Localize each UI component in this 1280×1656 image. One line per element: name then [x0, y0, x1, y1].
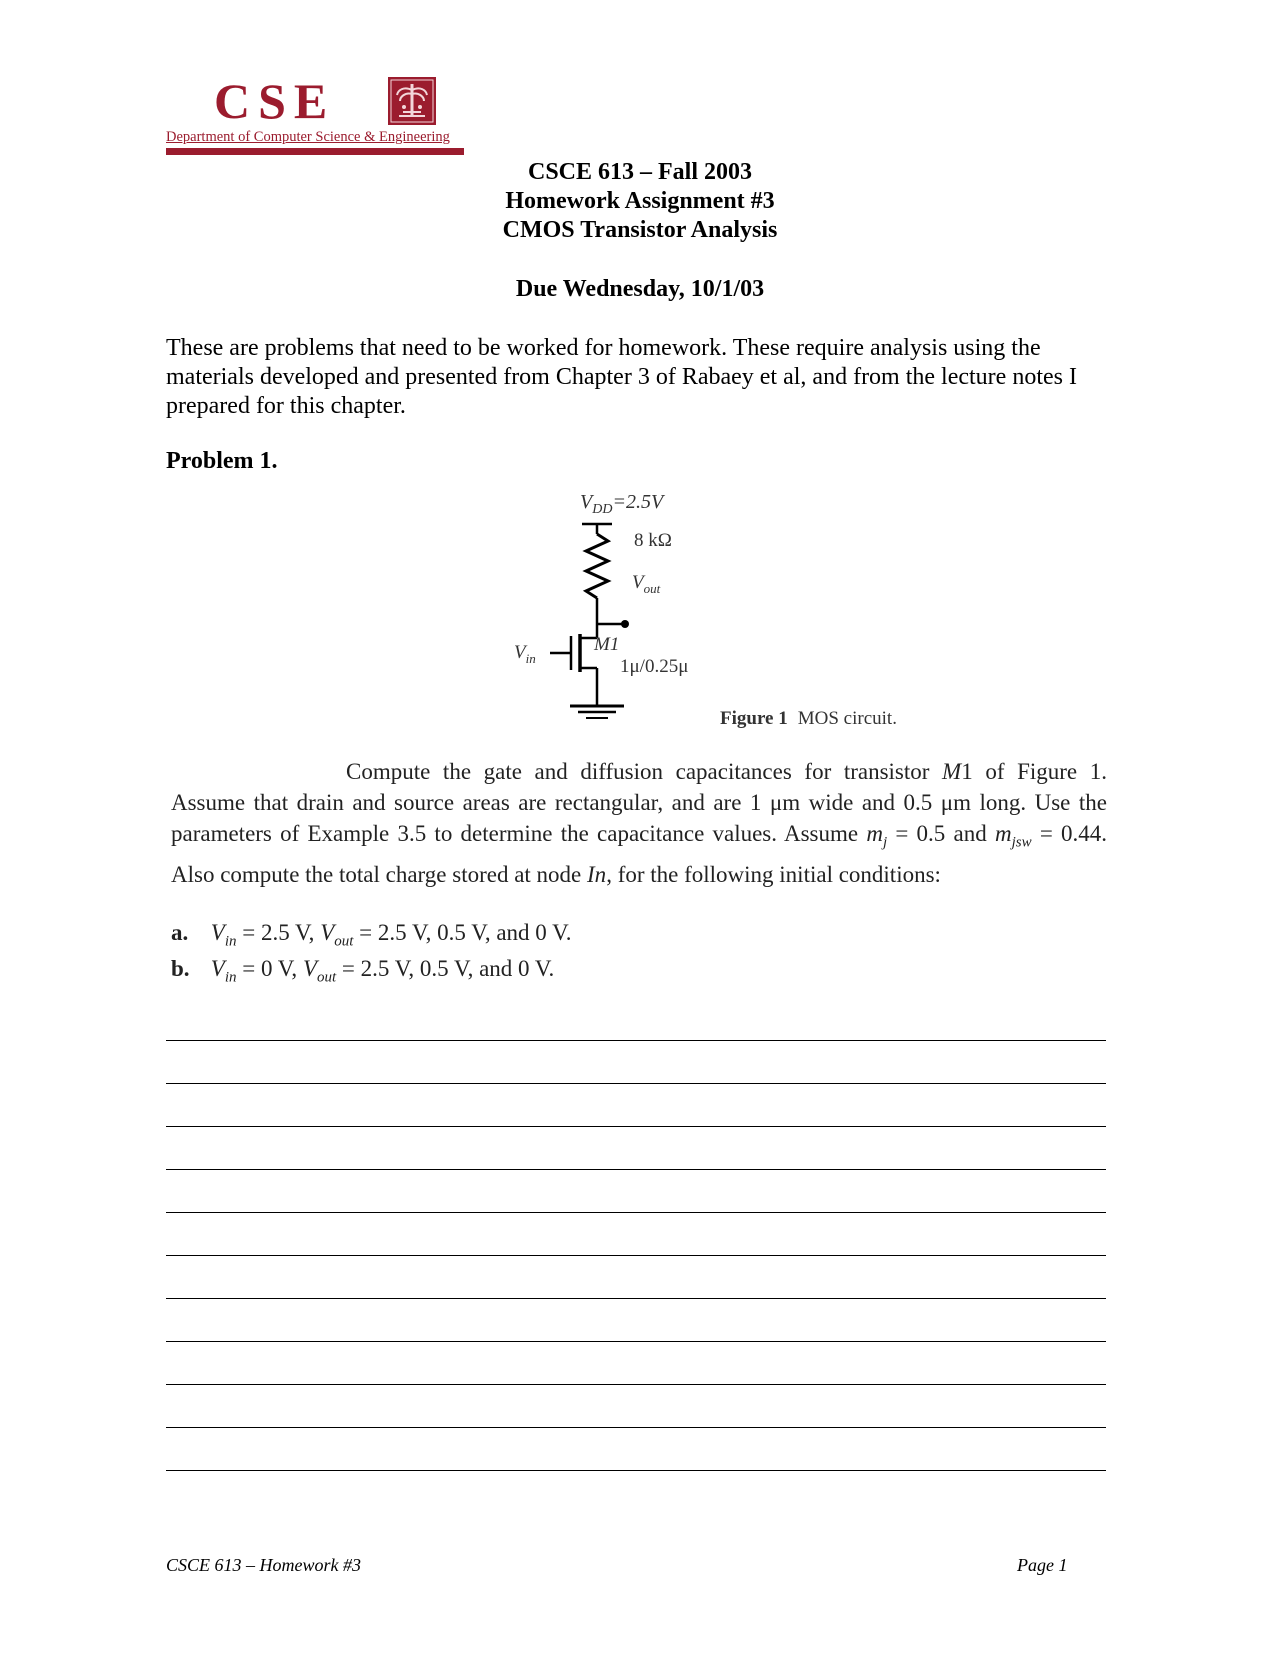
logo-cse-text: CSE	[214, 73, 336, 129]
footer-page-number: Page 1	[1017, 1555, 1068, 1575]
logo-underline-bar	[166, 148, 464, 155]
problem-1-heading: Problem 1.	[166, 448, 278, 474]
answer-line	[166, 1127, 1106, 1170]
resistor-label: 8 kΩ	[634, 530, 672, 551]
transistor-label: M1	[594, 634, 620, 655]
condition-a: a. $V_{in} = 2.5$ V, $V_{out} = 2.5$ V, 0.5 V, and 0 V.	[171, 920, 572, 950]
answer-line	[166, 1084, 1106, 1127]
course-title: CSCE 613 – Fall 2003	[527, 159, 752, 185]
mos-circuit-figure	[500, 488, 980, 738]
answer-line	[166, 1213, 1106, 1256]
topic-title: CMOS Transistor Analysis	[502, 217, 778, 243]
vin-label: $V_{in}$	[514, 642, 536, 666]
assignment-title: Homework Assignment #3	[505, 188, 775, 214]
problem-1-statement: Compute the gate and diffusion capacitances for transistor M1 of Figure 1. Assume that drain and source areas are rectangular, and are 1 μm wide and 0.5 μm long. Use the parameters of Example 3.5 to determine the capacitance values. Assume $m_j = 0.5$ and $m_{jsw} = 0.44$. Also compute the total charge stored at node In, for the following initial conditions:	[171, 759, 1108, 887]
university-seal-icon	[387, 76, 437, 126]
assignment-title-block	[0, 158, 1280, 245]
logo-department-text: Department of Computer Science & Engineering	[166, 129, 450, 145]
due-date: Due Wednesday, 10/1/03	[515, 276, 765, 302]
answer-line	[166, 1342, 1106, 1385]
figure-caption: Figure 1 MOS circuit.	[720, 708, 897, 729]
transistor-size-label: 1μ/0.25μ	[620, 656, 689, 677]
department-logo	[166, 72, 466, 162]
intro-paragraph: These are problems that need to be worked for homework. These require analysis using the materials developed and presented from Chapter 3 of Rabaey et al, and from the lecture notes I prepared for this chapter.	[166, 335, 1077, 419]
answer-line	[166, 1170, 1106, 1213]
condition-b: b. $V_{in} = 0$ V, $V_{out} = 2.5$ V, 0.5 V, and 0 V.	[171, 956, 555, 986]
answer-line	[166, 1385, 1106, 1428]
answer-line	[166, 1041, 1106, 1084]
vout-label: $V_{out}$	[632, 572, 661, 596]
vdd-label: $V_{DD}=2.5V$	[580, 491, 664, 517]
answer-line	[166, 1428, 1106, 1471]
answer-lines	[166, 1040, 1106, 1471]
answer-line	[166, 1256, 1106, 1299]
resistor-symbol	[586, 534, 608, 598]
vout-node	[621, 620, 629, 628]
footer-course: CSCE 613 – Homework #3	[166, 1555, 361, 1575]
answer-line	[166, 1299, 1106, 1342]
